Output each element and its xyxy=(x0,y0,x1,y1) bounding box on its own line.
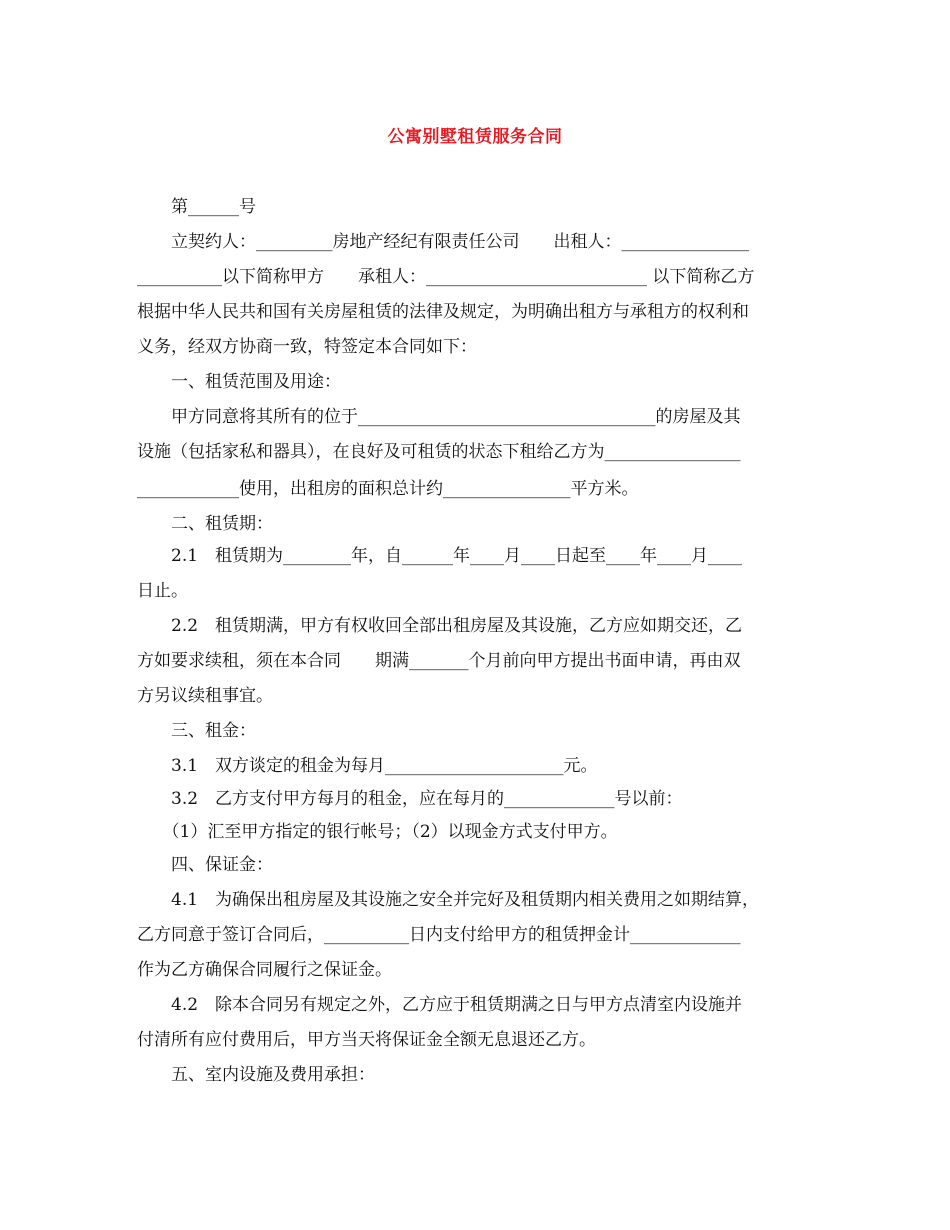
section-1-line-2: 设施（包括家私和器具），在良好及可租赁的状态下租给乙方为________________ xyxy=(137,442,741,462)
section-3-heading: 三、租金： xyxy=(137,721,256,741)
clause-4-2-line-2: 付清所有应付费用后，甲方当天将保证金全额无息退还乙方。 xyxy=(137,1030,596,1050)
section-5-heading: 五、室内设施及费用承担： xyxy=(137,1065,375,1085)
clause-2-2-line-2: 方如要求续租，须在本合同 期满_______个月前向甲方提出书面申请，再由双 xyxy=(137,651,741,671)
contract-number-line: 第______号 xyxy=(137,197,256,217)
clause-3-1: 3.1 双方谈定的租金为每月_____________________元。 xyxy=(137,756,598,776)
section-1-line-1: 甲方同意将其所有的位于___________________________________的房屋及其 xyxy=(137,407,741,427)
preamble-line-2: 义务，经双方协商一致，特签定本合同如下： xyxy=(137,337,477,357)
clause-2-1-line-1: 2.1 租赁期为________年，自______年____月____日起至____年____月____ xyxy=(137,546,743,566)
parties-line-2: __________以下简称甲方 承租人：__________________________ 以下简称乙方 xyxy=(137,267,755,287)
clause-2-1-line-2: 日止。 xyxy=(137,581,188,601)
clause-3-2: 3.2 乙方支付甲方每月的租金，应在每月的_____________号以前： xyxy=(137,789,683,809)
clause-2-2-line-3: 方另议续租事宜。 xyxy=(137,686,273,706)
document-title: 公寓别墅租赁服务合同 xyxy=(387,127,563,147)
clause-4-1-line-1: 4.1 为确保出租房屋及其设施之安全并完好及租赁期内相关费用之如期结算， xyxy=(137,890,760,910)
parties-line-1: 立契约人：_________房地产经纪有限责任公司 出租人：_______________ xyxy=(137,232,749,252)
section-2-heading: 二、租赁期： xyxy=(137,514,273,534)
clause-4-1-line-3: 作为乙方确保合同履行之保证金。 xyxy=(137,960,392,980)
clause-4-1-line-2: 乙方同意于签订合同后，__________日内支付给甲方的租赁押金计_____________ xyxy=(137,925,741,945)
clause-3-2-options: （1）汇至甲方指定的银行帐号；（2）以现金方式支付甲方。 xyxy=(137,822,618,842)
section-1-line-3: ____________使用，出租房的面积总计约_______________平方米。 xyxy=(137,479,639,499)
preamble-line-1: 根据中华人民共和国有关房屋租赁的法律及规定，为明确出租方与承租方的权利和 xyxy=(137,302,749,322)
section-4-heading: 四、保证金： xyxy=(137,855,273,875)
clause-2-2-line-1: 2.2 租赁期满，甲方有权收回全部出租房屋及其设施，乙方应如期交还，乙 xyxy=(137,616,743,636)
clause-4-2-line-1: 4.2 除本合同另有规定之外，乙方应于租赁期满之日与甲方点清室内设施并 xyxy=(137,995,743,1015)
section-1-heading: 一、租赁范围及用途： xyxy=(137,372,341,392)
